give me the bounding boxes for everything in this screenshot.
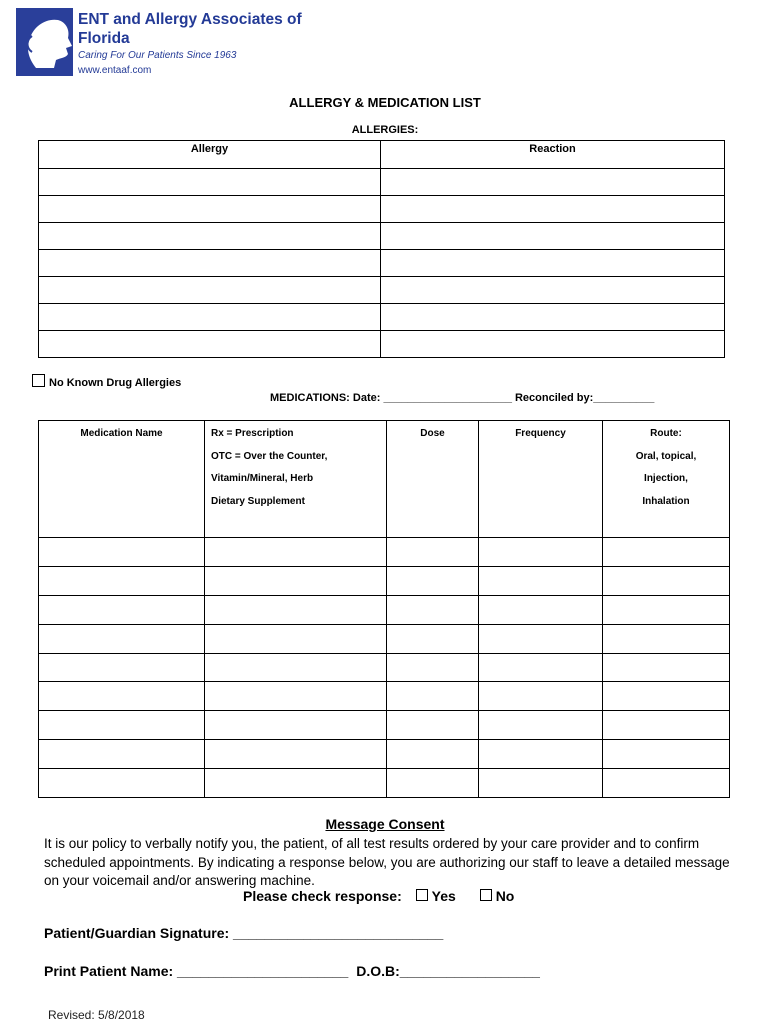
medication-type-column-header	[205, 421, 387, 538]
no-known-drug-allergies[interactable]	[32, 374, 181, 389]
medication-name-cell[interactable]	[39, 624, 205, 653]
frequency-cell[interactable]	[479, 740, 603, 769]
medication-row	[39, 740, 730, 769]
print-name-dob-line[interactable]	[44, 963, 540, 979]
type-line: Rx = Prescription	[211, 428, 294, 439]
medication-type-cell[interactable]	[205, 711, 387, 740]
medication-row	[39, 624, 730, 653]
reaction-cell[interactable]	[381, 223, 725, 250]
allergy-row	[39, 169, 725, 196]
reaction-cell[interactable]	[381, 196, 725, 223]
signature-field[interactable]: Patient/Guardian Signature: ___________________________	[44, 925, 444, 941]
yes-checkbox[interactable]	[416, 889, 428, 901]
medication-name-cell[interactable]	[39, 769, 205, 798]
no-checkbox[interactable]	[480, 889, 492, 901]
frequency-cell[interactable]	[479, 682, 603, 711]
reaction-cell[interactable]	[381, 277, 725, 304]
medication-name-cell[interactable]	[39, 653, 205, 682]
type-line: Dietary Supplement	[211, 495, 305, 507]
type-line: Vitamin/Mineral, Herb	[211, 473, 314, 484]
dose-cell[interactable]	[387, 740, 479, 769]
medication-row	[39, 711, 730, 740]
route-cell[interactable]	[603, 624, 730, 653]
medication-name-cell[interactable]	[39, 711, 205, 740]
allergy-cell[interactable]	[39, 331, 381, 358]
route-cell[interactable]	[603, 740, 730, 769]
revision-date: Revised: 5/8/2018	[48, 1008, 145, 1022]
route-cell[interactable]	[603, 682, 730, 711]
dose-cell[interactable]	[387, 538, 479, 567]
allergy-row	[39, 304, 725, 331]
route-cell[interactable]	[603, 711, 730, 740]
allergy-row	[39, 196, 725, 223]
print-name-field[interactable]: Print Patient Name: ______________________	[44, 963, 349, 979]
medication-name-cell[interactable]	[39, 595, 205, 624]
allergy-row	[39, 277, 725, 304]
frequency-cell[interactable]	[479, 595, 603, 624]
dose-cell[interactable]	[387, 682, 479, 711]
allergy-row	[39, 331, 725, 358]
medication-name-column-header: Medication Name	[39, 421, 205, 538]
route-line: Injection,	[644, 473, 688, 484]
route-cell[interactable]	[603, 566, 730, 595]
medication-row	[39, 653, 730, 682]
medication-type-cell[interactable]	[205, 624, 387, 653]
medication-row	[39, 538, 730, 567]
allergies-section-label: ALLERGIES:	[351, 124, 419, 136]
medication-table	[38, 420, 730, 798]
dose-column-header: Dose	[387, 421, 479, 538]
frequency-cell[interactable]	[479, 566, 603, 595]
route-line: Oral, topical,	[635, 450, 697, 462]
route-column-header	[603, 421, 730, 538]
medication-type-cell[interactable]	[205, 538, 387, 567]
medications-header: MEDICATIONS: Date: _____________________ Reconciled by:__________	[270, 392, 655, 404]
route-cell[interactable]	[603, 769, 730, 798]
medication-row	[39, 769, 730, 798]
allergy-column-header: Allergy	[39, 141, 381, 169]
organization-url[interactable]: www.entaaf.com	[78, 65, 152, 76]
no-known-allergies-label: No Known Drug Allergies	[49, 377, 182, 389]
no-known-allergies-checkbox[interactable]	[32, 374, 45, 387]
reaction-cell[interactable]	[381, 331, 725, 358]
medication-type-cell[interactable]	[205, 740, 387, 769]
allergy-cell[interactable]	[39, 223, 381, 250]
no-label: No	[495, 888, 515, 904]
reaction-cell[interactable]	[381, 250, 725, 277]
allergy-cell[interactable]	[39, 277, 381, 304]
medication-header-row	[39, 421, 730, 538]
allergy-row	[39, 223, 725, 250]
dose-cell[interactable]	[387, 711, 479, 740]
medication-row	[39, 566, 730, 595]
dose-cell[interactable]	[387, 566, 479, 595]
frequency-cell[interactable]	[479, 624, 603, 653]
dose-cell[interactable]	[387, 624, 479, 653]
message-consent-title: Message Consent	[325, 816, 445, 832]
frequency-cell[interactable]	[479, 538, 603, 567]
medication-row	[39, 682, 730, 711]
medication-type-cell[interactable]	[205, 595, 387, 624]
allergy-row	[39, 250, 725, 277]
medication-name-cell[interactable]	[39, 740, 205, 769]
head-profile-logo	[16, 8, 73, 76]
route-cell[interactable]	[603, 653, 730, 682]
organization-tagline: Caring For Our Patients Since 1963	[78, 50, 237, 61]
route-cell[interactable]	[603, 538, 730, 567]
message-consent-text: It is our policy to verbally notify you, the patient, of all test results ordered by your care provider and to confirm scheduled appointments. By indicating a response below, you are authorizing our staff to leave a detailed message on your voicemail and/or answering machine.	[44, 836, 730, 888]
route-line: Route:	[650, 428, 682, 439]
medication-type-cell[interactable]	[205, 653, 387, 682]
medication-name-cell[interactable]	[39, 538, 205, 567]
medication-type-cell[interactable]	[205, 769, 387, 798]
medication-type-cell[interactable]	[205, 566, 387, 595]
dose-cell[interactable]	[387, 653, 479, 682]
allergy-cell[interactable]	[39, 196, 381, 223]
frequency-column-header: Frequency	[479, 421, 603, 538]
dob-field[interactable]: D.O.B:__________________	[356, 963, 540, 979]
organization-name: ENT and Allergy Associates of Florida	[78, 11, 302, 47]
type-line: OTC = Over the Counter,	[211, 450, 328, 462]
frequency-cell[interactable]	[479, 769, 603, 798]
reaction-cell[interactable]	[381, 169, 725, 196]
allergy-table	[38, 140, 725, 358]
allergy-cell[interactable]	[39, 304, 381, 331]
route-cell[interactable]	[603, 595, 730, 624]
frequency-cell[interactable]	[479, 711, 603, 740]
check-prompt: Please check response:	[243, 888, 402, 904]
dose-cell[interactable]	[387, 769, 479, 798]
medication-row	[39, 595, 730, 624]
allergy-cell[interactable]	[39, 169, 381, 196]
page-title: ALLERGY & MEDICATION LIST	[289, 95, 481, 110]
head-profile-icon	[16, 8, 73, 76]
frequency-cell[interactable]	[479, 653, 603, 682]
dose-cell[interactable]	[387, 595, 479, 624]
medication-type-cell[interactable]	[205, 682, 387, 711]
medication-name-cell[interactable]	[39, 682, 205, 711]
reaction-cell[interactable]	[381, 304, 725, 331]
yes-label: Yes	[431, 888, 456, 904]
response-check-line	[243, 888, 514, 904]
allergy-header-row	[39, 141, 725, 169]
route-line: Inhalation	[642, 495, 690, 507]
medication-name-cell[interactable]	[39, 566, 205, 595]
reaction-column-header: Reaction	[381, 141, 725, 169]
allergy-cell[interactable]	[39, 250, 381, 277]
